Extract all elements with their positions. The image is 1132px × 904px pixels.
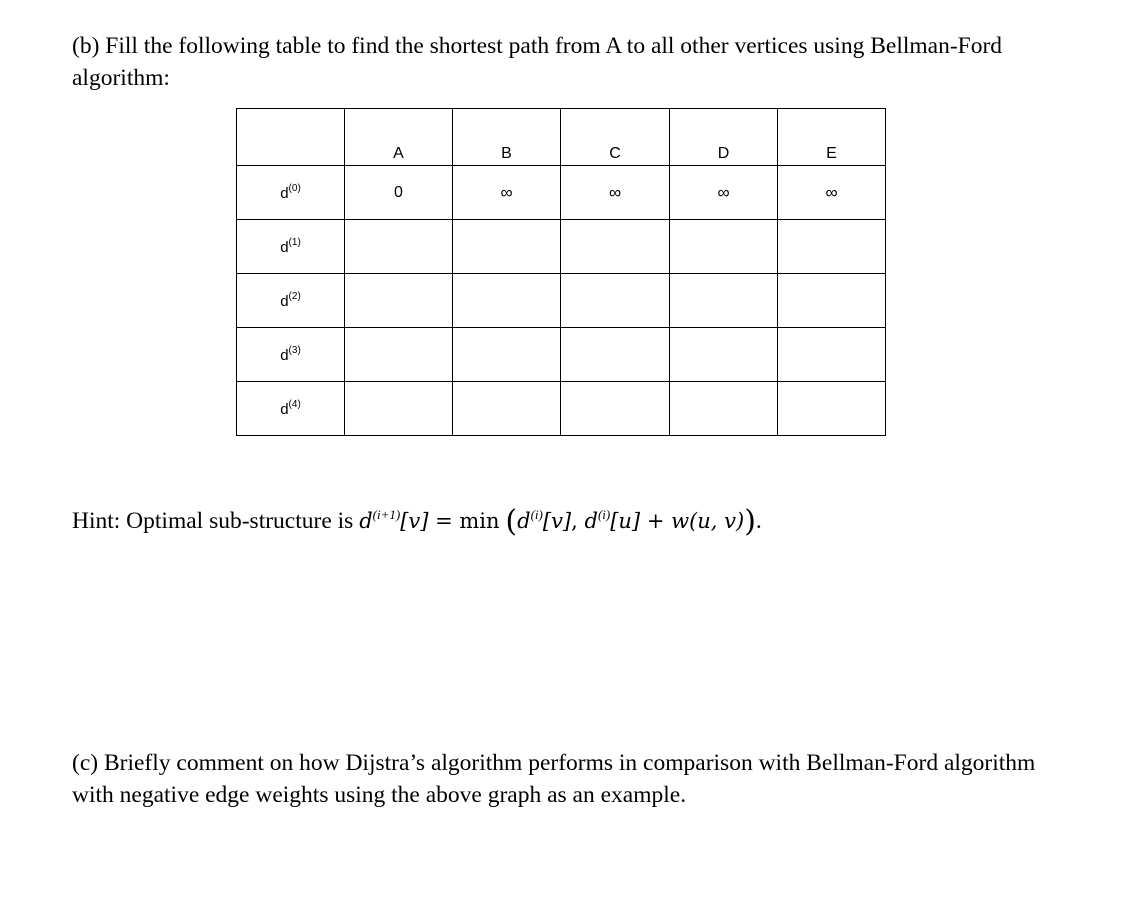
cell-d2-b[interactable] bbox=[453, 274, 561, 328]
formula-plus: + bbox=[640, 509, 672, 533]
header-cell-blank bbox=[237, 109, 345, 166]
formula-sup-i: (i) bbox=[530, 507, 543, 522]
formula-d: d bbox=[584, 509, 598, 533]
formula-sup-next: (i+1) bbox=[372, 507, 401, 522]
cell-d1-a[interactable] bbox=[345, 220, 453, 274]
formula-sup-i: (i) bbox=[597, 507, 611, 522]
cell-d2-e[interactable] bbox=[778, 274, 886, 328]
formula-equals: = bbox=[428, 509, 460, 533]
cell-d2-a[interactable] bbox=[345, 274, 453, 328]
table-row bbox=[237, 328, 886, 382]
formula-weight: w(u, v) bbox=[671, 509, 745, 533]
table-row bbox=[237, 166, 886, 220]
header-cell-e: E bbox=[778, 109, 886, 166]
hint-lead: Hint: Optimal sub-structure is bbox=[72, 508, 360, 534]
formula-d: d bbox=[517, 509, 531, 533]
cell-d0-c[interactable]: ∞ bbox=[561, 166, 670, 220]
bellman-ford-table bbox=[236, 108, 886, 436]
cell-d2-c[interactable] bbox=[561, 274, 670, 328]
cell-d0-a[interactable]: 0 bbox=[345, 166, 453, 220]
table-header-row bbox=[237, 109, 886, 166]
formula-v-index: [v] bbox=[400, 509, 429, 533]
cell-d4-b[interactable] bbox=[453, 382, 561, 436]
formula-close-paren: ) bbox=[744, 504, 756, 539]
cell-d3-b[interactable] bbox=[453, 328, 561, 382]
formula-d: d bbox=[359, 509, 373, 533]
cell-d1-b[interactable] bbox=[453, 220, 561, 274]
table-row bbox=[237, 382, 886, 436]
formula-comma: , bbox=[571, 509, 585, 533]
table-row bbox=[237, 274, 886, 328]
cell-d4-a[interactable] bbox=[345, 382, 453, 436]
cell-d4-e[interactable] bbox=[778, 382, 886, 436]
row-label-d2: $d^{(2)}$ bbox=[237, 274, 345, 328]
table-row bbox=[237, 220, 886, 274]
cell-d1-e[interactable] bbox=[778, 220, 886, 274]
question-b-text: (b) Fill the following table to find the shortest path from A to all other vertices using Bellman-Ford algorithm: bbox=[72, 33, 1003, 91]
formula-u-index: [u] bbox=[610, 509, 641, 533]
cell-d1-d[interactable] bbox=[670, 220, 778, 274]
cell-d4-d[interactable] bbox=[670, 382, 778, 436]
header-cell-c: C bbox=[561, 109, 670, 166]
cell-d0-b[interactable]: ∞ bbox=[453, 166, 561, 220]
hint-text bbox=[72, 499, 1072, 537]
cell-d3-d[interactable] bbox=[670, 328, 778, 382]
header-cell-d: D bbox=[670, 109, 778, 166]
cell-d0-d[interactable]: ∞ bbox=[670, 166, 778, 220]
cell-d2-d[interactable] bbox=[670, 274, 778, 328]
formula-min: min bbox=[459, 509, 500, 533]
row-label-d0: $d^{(0)}$ bbox=[237, 166, 345, 220]
header-cell-b: B bbox=[453, 109, 561, 166]
cell-d3-c[interactable] bbox=[561, 328, 670, 382]
row-label-d4: $d^{(4)}$ bbox=[237, 382, 345, 436]
cell-d3-e[interactable] bbox=[778, 328, 886, 382]
row-label-d1: $d^{(1)}$ bbox=[237, 220, 345, 274]
question-c-text: (c) Briefly comment on how Dijstra’s algorithm performs in comparison with Bellman-Ford algorithm with negative edge weights using the above graph as an example. bbox=[72, 750, 1036, 808]
formula-open-paren: ( bbox=[505, 504, 518, 539]
formula-v-index: [v] bbox=[542, 509, 572, 533]
cell-d4-c[interactable] bbox=[561, 382, 670, 436]
formula-end: . bbox=[755, 508, 762, 534]
cell-d1-c[interactable] bbox=[561, 220, 670, 274]
header-cell-a: A bbox=[345, 109, 453, 166]
cell-d3-a[interactable] bbox=[345, 328, 453, 382]
row-label-d3: $d^{(3)}$ bbox=[237, 328, 345, 382]
cell-d0-e[interactable]: ∞ bbox=[778, 166, 886, 220]
